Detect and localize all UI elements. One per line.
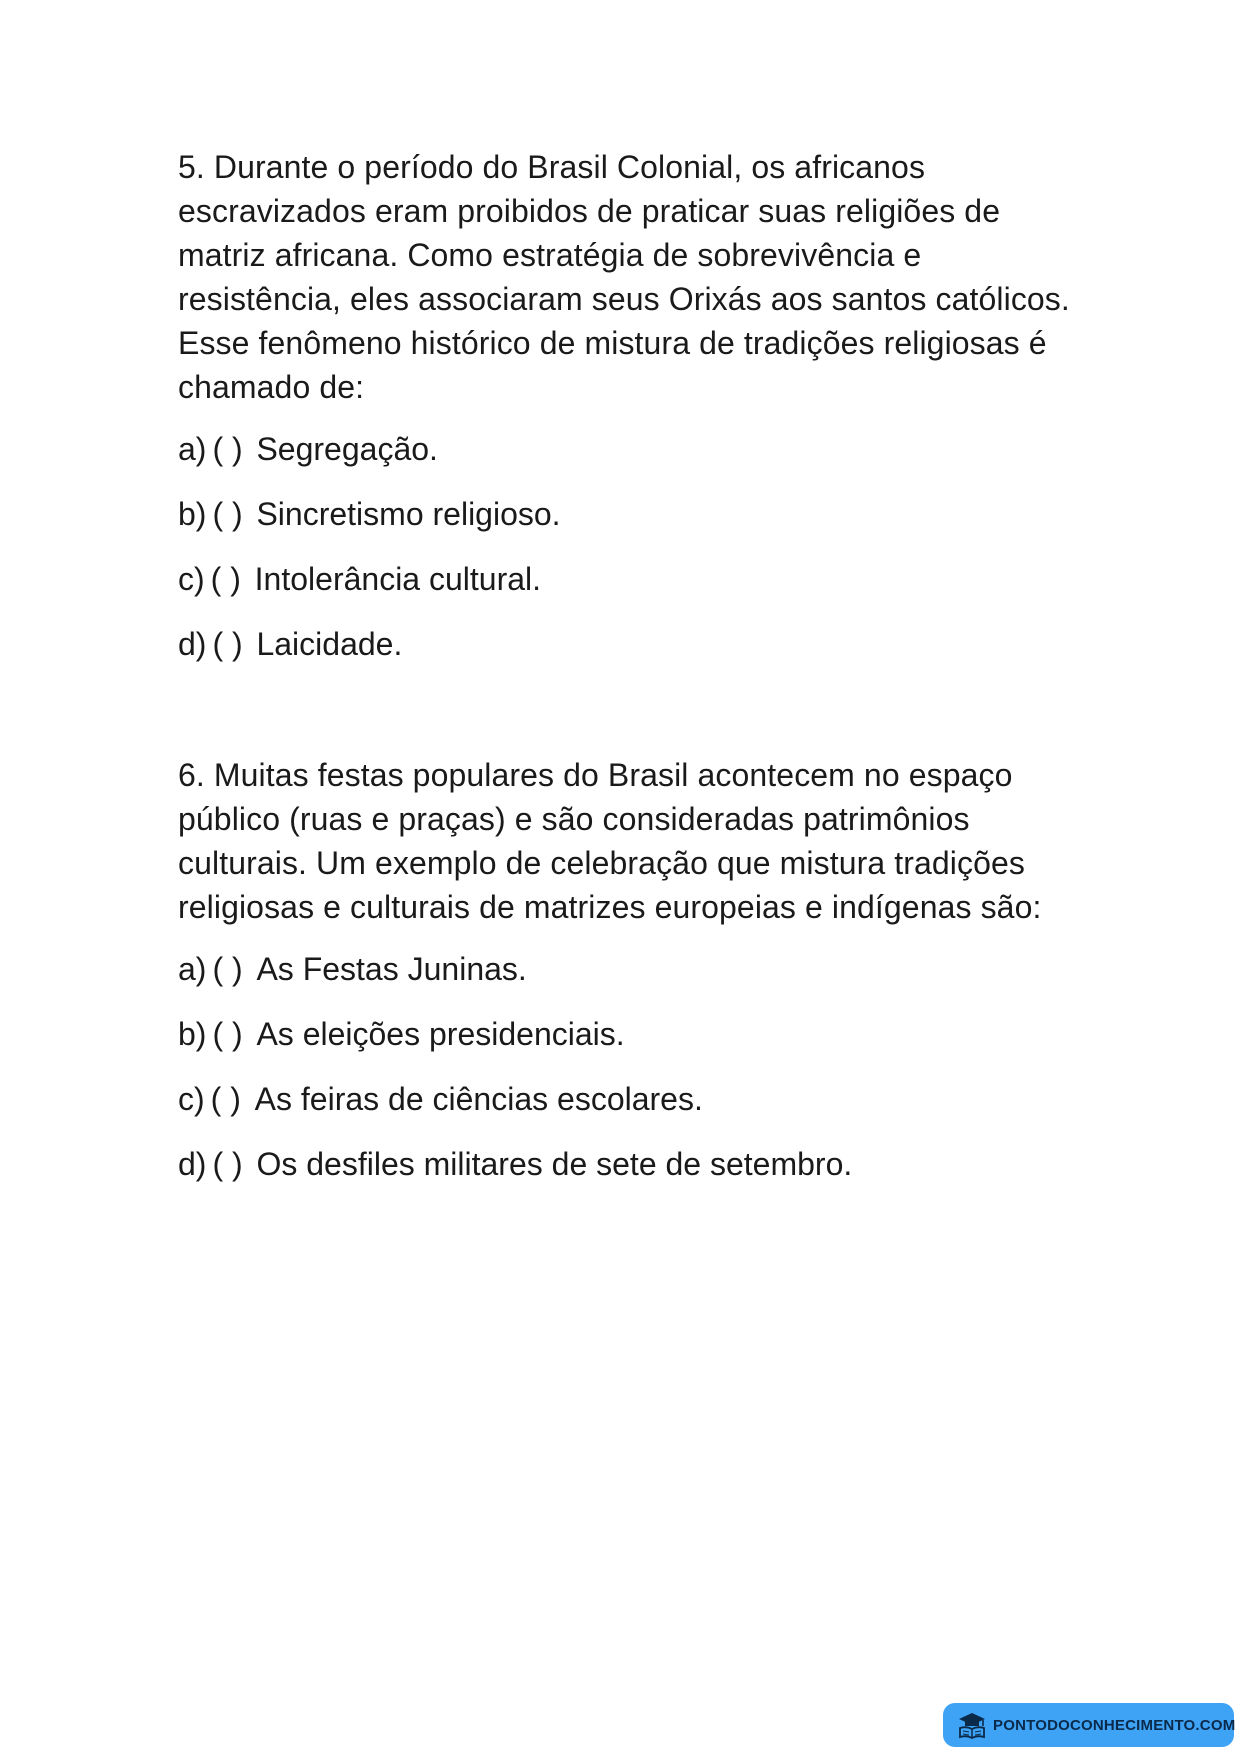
question-6: [178, 753, 1078, 1186]
option-b[interactable]: [178, 1012, 1078, 1056]
question-spacer: [178, 687, 1078, 753]
option-checkbox[interactable]: ( ): [210, 1081, 241, 1117]
option-checkbox[interactable]: ( ): [212, 431, 243, 467]
site-badge-link[interactable]: [943, 1703, 1234, 1747]
option-d[interactable]: [178, 622, 1078, 666]
option-d[interactable]: [178, 1142, 1078, 1186]
option-text: Laicidade.: [256, 626, 403, 662]
question-text: 6. Muitas festas populares do Brasil acontecem no espaço público (ruas e praças) e são consideradas patrimônios culturais. Um exemplo de celebração que mistura tradições religiosas e culturais de matrizes europeias e indígenas são:: [178, 757, 1042, 925]
option-c[interactable]: [178, 557, 1078, 601]
option-letter: d): [178, 1146, 207, 1182]
option-text: As Festas Juninas.: [256, 951, 527, 987]
option-letter: d): [178, 626, 207, 662]
option-checkbox[interactable]: ( ): [212, 496, 243, 532]
option-c[interactable]: [178, 1077, 1078, 1121]
option-checkbox[interactable]: ( ): [210, 561, 241, 597]
option-letter: c): [178, 1081, 205, 1117]
option-a[interactable]: [178, 947, 1078, 991]
option-letter: a): [178, 431, 207, 467]
option-checkbox[interactable]: ( ): [212, 1016, 243, 1052]
option-a[interactable]: [178, 427, 1078, 471]
option-checkbox[interactable]: ( ): [212, 951, 243, 987]
option-letter: b): [178, 1016, 207, 1052]
option-letter: a): [178, 951, 207, 987]
worksheet-content: [178, 145, 1078, 1207]
option-text: Segregação.: [256, 431, 438, 467]
option-text: As eleições presidenciais.: [256, 1016, 625, 1052]
option-text: Sincretismo religioso.: [256, 496, 561, 532]
question-5: [178, 145, 1078, 666]
option-letter: b): [178, 496, 207, 532]
answer-options: [178, 427, 1078, 666]
option-text: As feiras de ciências escolares.: [254, 1081, 703, 1117]
option-checkbox[interactable]: ( ): [212, 626, 243, 662]
option-b[interactable]: [178, 492, 1078, 536]
site-name: PONTODOCONHECIMENTO.COM: [993, 1716, 1236, 1734]
option-checkbox[interactable]: ( ): [212, 1146, 243, 1182]
question-text: 5. Durante o período do Brasil Colonial, os africanos escravizados eram proibidos de praticar suas religiões de matriz africana. Como estratégia de sobrevivência e resistência, eles associaram seus Orixás aos santos católicos. Esse fenômeno histórico de mistura de tradições religiosas é chamado de:: [178, 149, 1070, 405]
option-letter: c): [178, 561, 205, 597]
graduation-book-icon: [957, 1711, 987, 1739]
answer-options: [178, 947, 1078, 1186]
option-text: Os desfiles militares de sete de setembro.: [256, 1146, 853, 1182]
option-text: Intolerância cultural.: [254, 561, 542, 597]
